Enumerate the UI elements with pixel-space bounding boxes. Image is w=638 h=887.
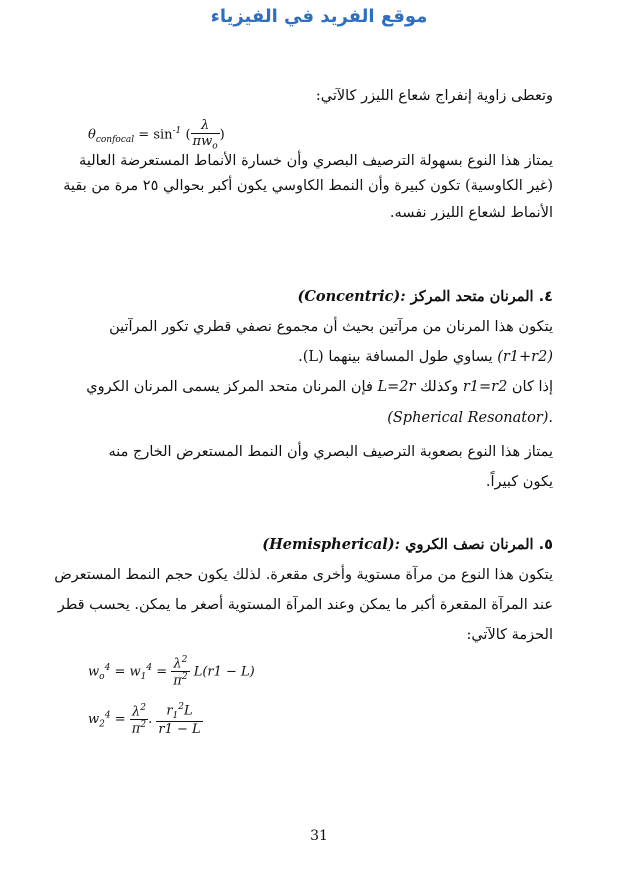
intro-line: وتعطى زاوية إنفراج شعاع الليزر كالآتي: [315,88,553,104]
lambda-numerator: λ [191,118,220,134]
section4-title: المرنان متحد المركز [410,288,534,305]
section4-if: إذا كان [511,379,553,395]
section5-latin: (Hemispherical): [262,536,401,553]
section5-heading [53,536,553,553]
w-subscript-o: o [99,671,105,682]
power-2: 2 [178,702,185,712]
section4-line3 [53,379,553,395]
power-2: 2 [140,702,146,713]
r-equal: r1=r2 [462,379,508,395]
lambda-symbol: λ [131,703,141,719]
section5-line3: الحزمة كالآتي: [466,627,553,643]
r-fraction [156,702,202,737]
section5-title: المرنان نصف الكروي [405,536,534,553]
lambda-pi-fraction [171,655,189,689]
w-subscript: o [212,141,218,152]
spherical-resonator-term: (Spherical Resonator). [387,410,553,426]
w-symbol: w [88,711,100,727]
section4-conclusion: فإن المرنان متحد المركز يسمى المرنان الكروي [86,379,373,395]
power-2: 2 [181,655,188,665]
sin-function: sin [153,127,173,143]
formula-fraction [191,118,220,152]
pi-symbol: π [192,134,202,149]
l-times-r1-minus-l: L(r1 − L) [193,664,255,680]
pi-symbol: π [173,673,182,689]
l-symbol: L [184,703,193,719]
w-symbol: w [201,134,213,149]
site-title: موقع الفريد في الفيزياء [210,6,428,27]
pi-symbol: π [131,721,141,737]
section4-line2-text: يساوي طول المسافة بينهما (L). [298,349,493,365]
section5-number: ٥. [538,537,553,553]
para1-line1: يمتاز هذا النوع بسهولة الترصيف البصري وأن خسارة الأنماط المستعرضة العالية [79,153,553,169]
theta-symbol: θ [88,127,96,143]
section4-line6: يكون كبيراً. [485,474,553,490]
power-2: 2 [140,719,147,730]
inverse-exponent: -1 [172,125,182,136]
power-4: 4 [146,663,153,673]
section4-line4 [53,410,553,426]
para1-line2: (غير الكاوسية) تكون كبيرة وأن النمط الكاوسي يكون أكبر بحوالي ٢٥ مرة من بقية [63,178,553,194]
power-4: 4 [104,710,111,721]
lambda-symbol: λ [173,656,182,672]
w-subscript-2: 2 [99,719,105,730]
w-symbol: w [88,664,100,680]
section4-line5: يمتاز هذا النوع بصعوبة الترصيف البصري وأن النمط المستعرض الخارج منه [108,444,553,460]
confocal-subscript: confocal [95,134,135,145]
section4-latin: (Concentric): [297,288,406,305]
page-number: 31 [310,828,328,844]
w-symbol: w [129,664,141,680]
r1-minus-l: r1 − L [158,721,201,737]
r-sum: (r1+r2) [497,349,553,365]
section4-number: ٤. [538,289,553,305]
section4-heading [53,288,553,305]
section4-line1: يتكون هذا المرنان من مرآتين بحيث أن مجموع نصفي قطري تكور المرآتين [109,319,553,335]
power-4: 4 [104,663,111,673]
lambda-pi-fraction [130,703,148,737]
w-subscript-1: 1 [140,671,147,682]
section5-line1: يتكون هذا النوع من مرآة مستوية وأخرى مقعرة. لذلك يكون حجم النمط المستعرض [54,567,553,583]
para1-line3: الأنماط لشعاع الليزر نفسه. [389,205,553,221]
formula-beam-waist-2: $w_2^4$ = $\frac{\lambda^2}{\pi^2}$ . $\frac{r_1^2L}{r1 - L}$ [88,702,201,737]
formula-divergence: $\theta_{confocal} = \sin^{-1}$ ( $\frac{\lambda}{\pi w_o}$ ) [88,118,225,152]
r-subscript-1: 1 [172,710,179,721]
formula-beam-waist-1: $w_o^4 = w_1^4$ = $\frac{\lambda^2}{\pi^2}$ L(r1 − L) [88,655,255,689]
power-2: 2 [181,672,188,683]
section4-also: وكذلك [420,379,459,395]
r-symbol: r [166,703,173,719]
section5-line2: عند المرآة المقعرة أكبر ما يمكن وعند المرآة المستوية أصغر ما يمكن. يحسب قطر [57,597,553,613]
l-equals-2r: L=2r [377,379,416,395]
section4-line2 [53,349,553,365]
